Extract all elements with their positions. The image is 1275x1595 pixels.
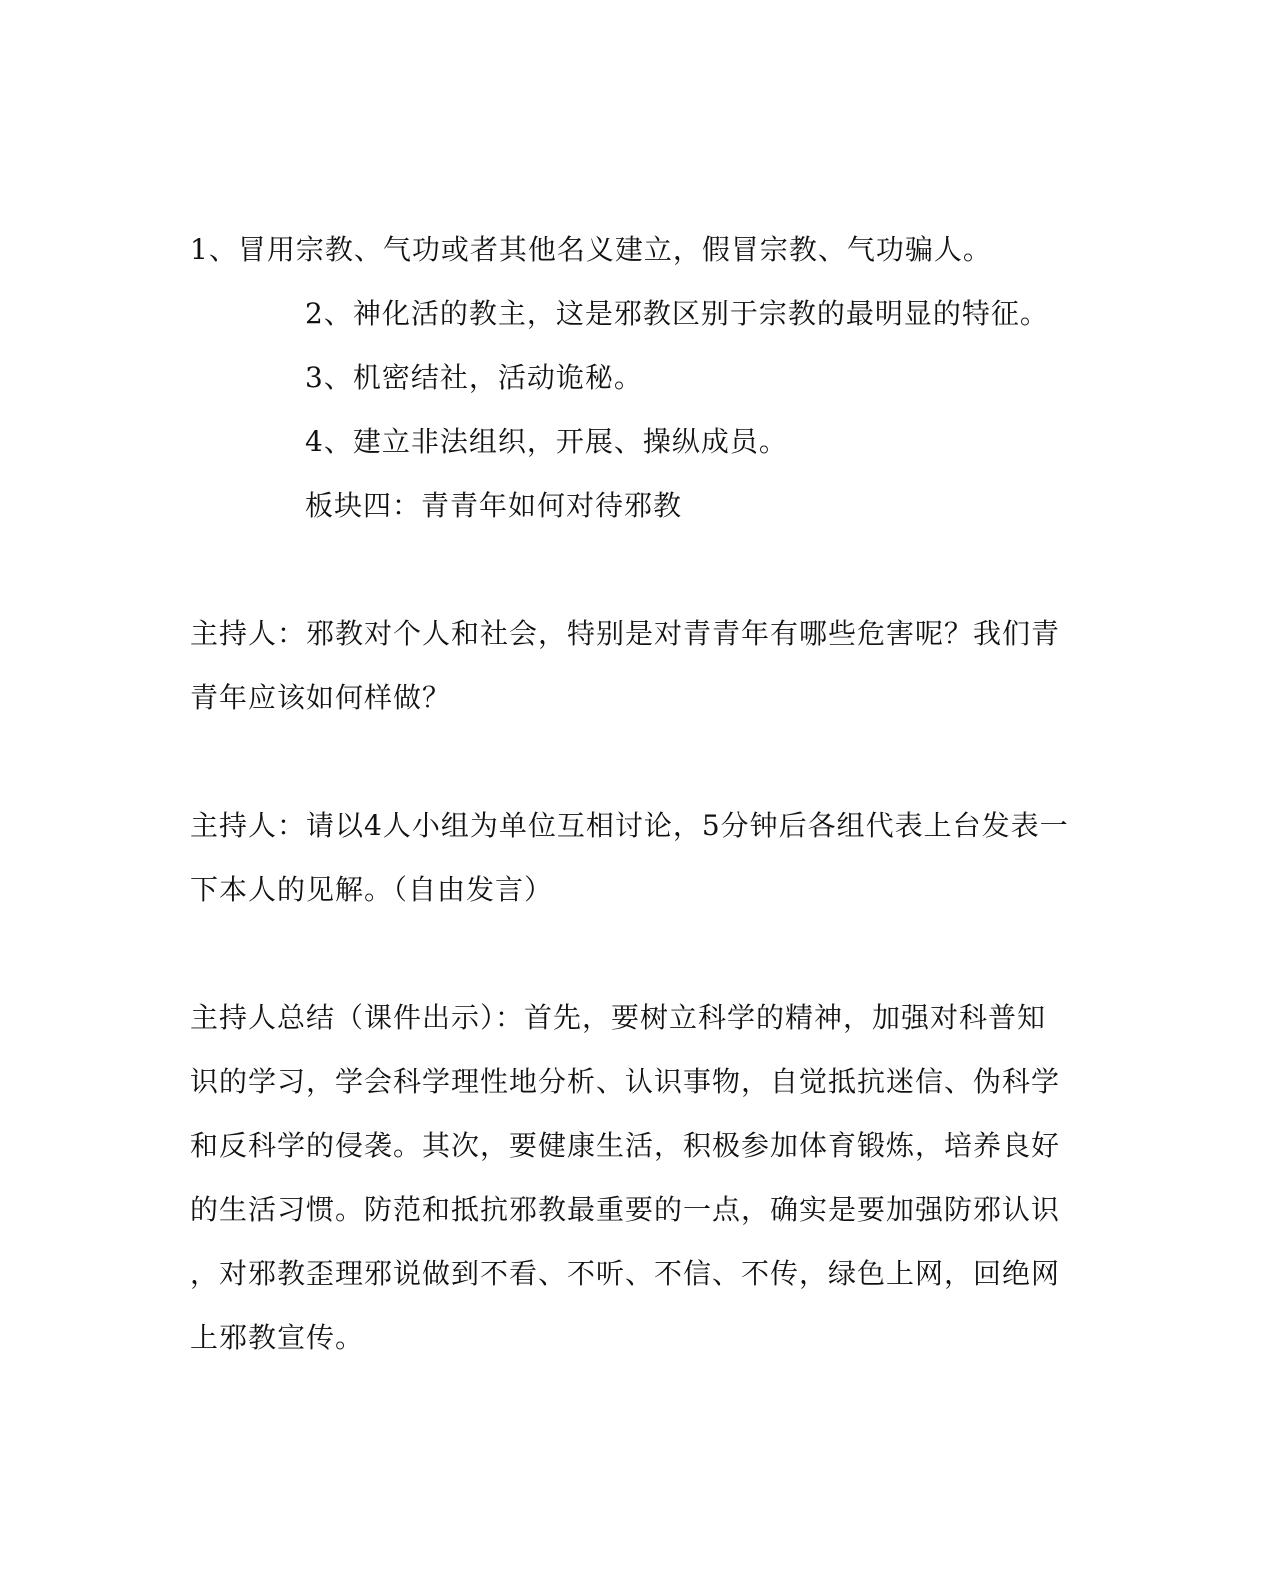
list-item-4: 4、建立非法组织，开展、操纵成员。: [305, 425, 788, 458]
paragraph-2-line-1: 主持人：请以4人小组为单位互相讨论，5分钟后各组代表上台发表一: [190, 809, 1069, 842]
paragraph-3-line-4: 的生活习惯。防范和抵抗邪教最重要的一点，确实是要加强防邪认识: [190, 1193, 1061, 1226]
list-item-2: 2、神化活的教主，这是邪教区别于宗教的最明显的特征。: [305, 297, 1049, 330]
paragraph-3-line-3: 和反科学的侵袭。其次，要健康生活，积极参加体育锻炼，培养良好: [190, 1129, 1061, 1162]
list-item-3: 3、机密结社，活动诡秘。: [305, 361, 643, 394]
paragraph-3-line-2: 识的学习，学会科学理性地分析、认识事物，自觉抵抗迷信、伪科学: [190, 1065, 1061, 1098]
paragraph-2-line-2: 下本人的见解。（自由发言）: [190, 873, 554, 906]
paragraph-1-line-1: 主持人：邪教对个人和社会，特别是对青青年有哪些危害呢？我们青: [190, 617, 1061, 650]
list-item-1: 1、冒用宗教、气功或者其他名义建立，假冒宗教、气功骗人。: [190, 233, 992, 266]
paragraph-1-line-2: 青年应该如何样做？: [190, 681, 452, 714]
section-title: 板块四：青青年如何对待邪教: [305, 489, 683, 522]
paragraph-3-line-1: 主持人总结（课件出示）：首先，要树立科学的精神，加强对科普知: [190, 1001, 1047, 1034]
paragraph-3-line-5: ，对邪教歪理邪说做到不看、不听、不信、不传，绿色上网，回绝网: [190, 1257, 1061, 1290]
paragraph-3-line-6: 上邪教宣传。: [190, 1321, 365, 1354]
